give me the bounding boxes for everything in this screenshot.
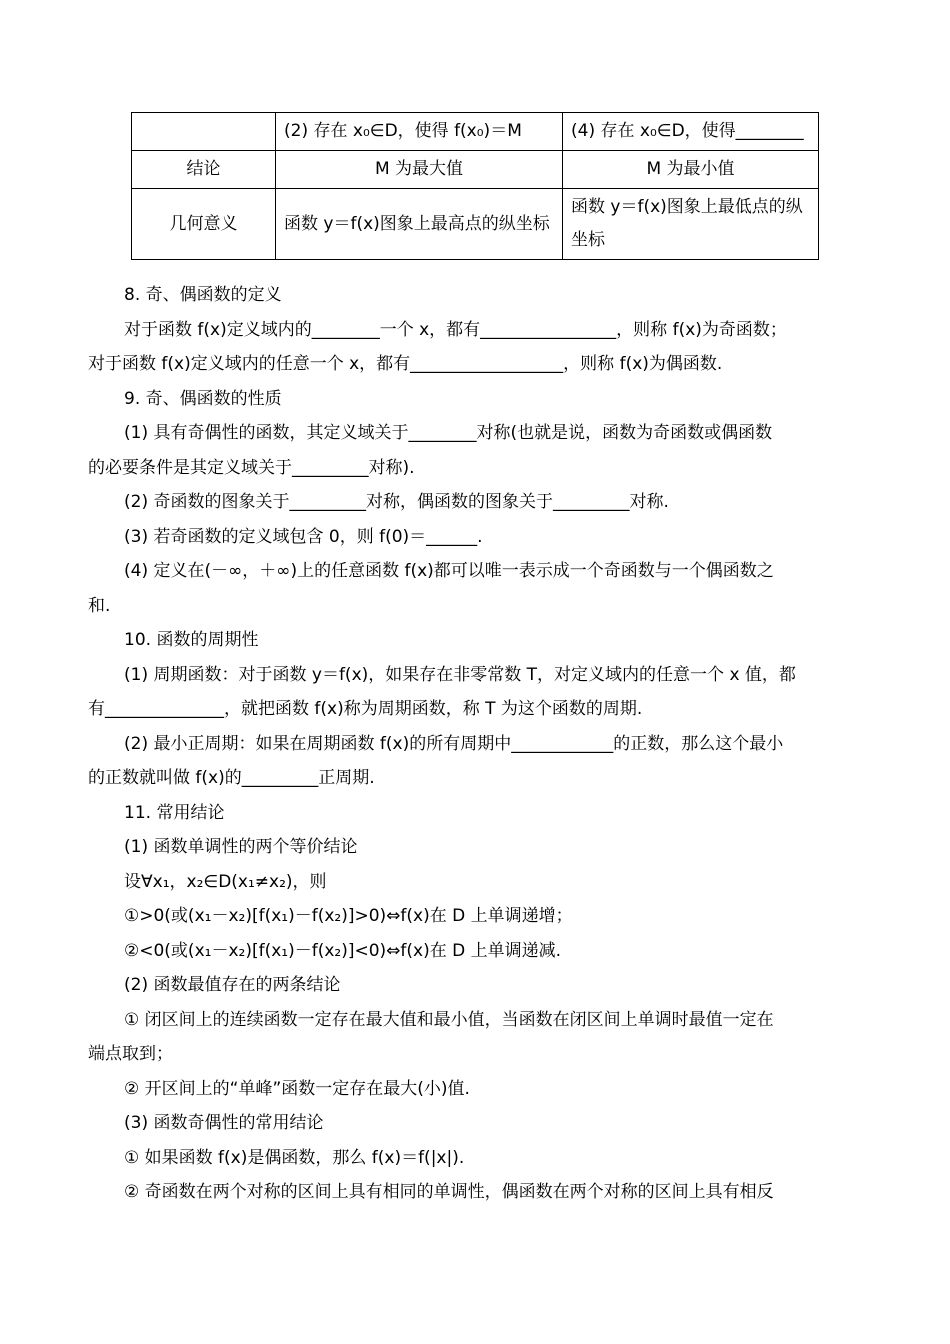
text-line: 设∀x₁，x₂∈D(x₁≠x₂)，则 <box>124 871 327 892</box>
table-cell: 函数 y＝f(x)图象上最高点的纵坐标 <box>276 189 563 260</box>
section-heading: 10. 函数的周期性 <box>124 630 259 650</box>
document-body <box>88 278 864 1210</box>
text-line: 对于函数 f(x)定义域内的________一个 x，都有________________，则称 f(x)为奇函数； <box>124 319 787 340</box>
text-line: (3) 函数奇偶性的常用结论 <box>124 1113 324 1133</box>
table-cell-header: 几何意义 <box>132 189 276 260</box>
text-line: ① 如果函数 f(x)是偶函数，那么 f(x)＝f(|x|). <box>124 1147 465 1168</box>
table-row <box>132 113 819 151</box>
table-cell: (4) 存在 x₀∈D，使得________ <box>563 113 819 151</box>
text-line: 有______________，就把函数 f(x)称为周期函数，称 T 为这个函数的周期. <box>88 699 643 719</box>
text-line: (1) 周期函数：对于函数 y＝f(x)，如果存在非零常数 T，对定义域内的任意一个 x 值，都 <box>124 664 796 685</box>
text-line: 和. <box>88 595 111 616</box>
text-line: (3) 若奇函数的定义域包含 0，则 f(0)＝______. <box>124 526 483 547</box>
table-cell: M 为最小值 <box>563 151 819 189</box>
text-line: (2) 最小正周期：如果在周期函数 f(x)的所有周期中____________的正数，那么这个最小 <box>124 733 784 754</box>
table-cell: M 为最大值 <box>276 151 563 189</box>
extremum-table <box>131 112 819 260</box>
text-line: 的正数就叫做 f(x)的_________正周期. <box>88 768 375 788</box>
table-cell: (2) 存在 x₀∈D，使得 f(x₀)＝M <box>276 113 563 151</box>
table-row <box>132 189 819 260</box>
table-cell-header: 结论 <box>132 151 276 189</box>
table-row <box>132 151 819 189</box>
text-line: 对于函数 f(x)定义域内的任意一个 x，都有__________________，则称 f(x)为偶函数. <box>88 354 723 374</box>
text-line: ① 闭区间上的连续函数一定存在最大值和最小值，当函数在闭区间上单调时最值一定在 <box>124 1009 774 1030</box>
section-heading: 8. 奇、偶函数的定义 <box>124 285 282 305</box>
text-line: ② 开区间上的“单峰”函数一定存在最大(小)值. <box>124 1078 470 1099</box>
text-line: (2) 奇函数的图象关于_________对称，偶函数的图象关于_________对称. <box>124 492 669 512</box>
section-heading: 11. 常用结论 <box>124 802 225 823</box>
table-cell: 函数 y＝f(x)图象上最低点的纵坐标 <box>563 189 819 260</box>
table-cell-empty <box>132 113 276 151</box>
text-line: 端点取到； <box>88 1044 173 1064</box>
text-line: 的必要条件是其定义域关于_________对称). <box>88 457 415 478</box>
text-line: (4) 定义在(－∞，＋∞)上的任意函数 f(x)都可以唯一表示成一个奇函数与一个偶函数之 <box>124 561 774 581</box>
text-line: ①>0(或(x₁－x₂)[f(x₁)－f(x₂)]>0)⇔f(x)在 D 上单调递增； <box>124 906 573 926</box>
text-line: (2) 函数最值存在的两条结论 <box>124 975 341 995</box>
text-line: (1) 具有奇偶性的函数，其定义域关于________对称(也就是说，函数为奇函数或偶函数 <box>124 423 773 443</box>
text-line: ②<0(或(x₁－x₂)[f(x₁)－f(x₂)]<0)⇔f(x)在 D 上单调递减. <box>124 940 562 961</box>
text-line: (1) 函数单调性的两个等价结论 <box>124 837 358 857</box>
text-line: ② 奇函数在两个对称的区间上具有相同的单调性，偶函数在两个对称的区间上具有相反 <box>124 1182 774 1202</box>
section-heading: 9. 奇、偶函数的性质 <box>124 388 282 409</box>
